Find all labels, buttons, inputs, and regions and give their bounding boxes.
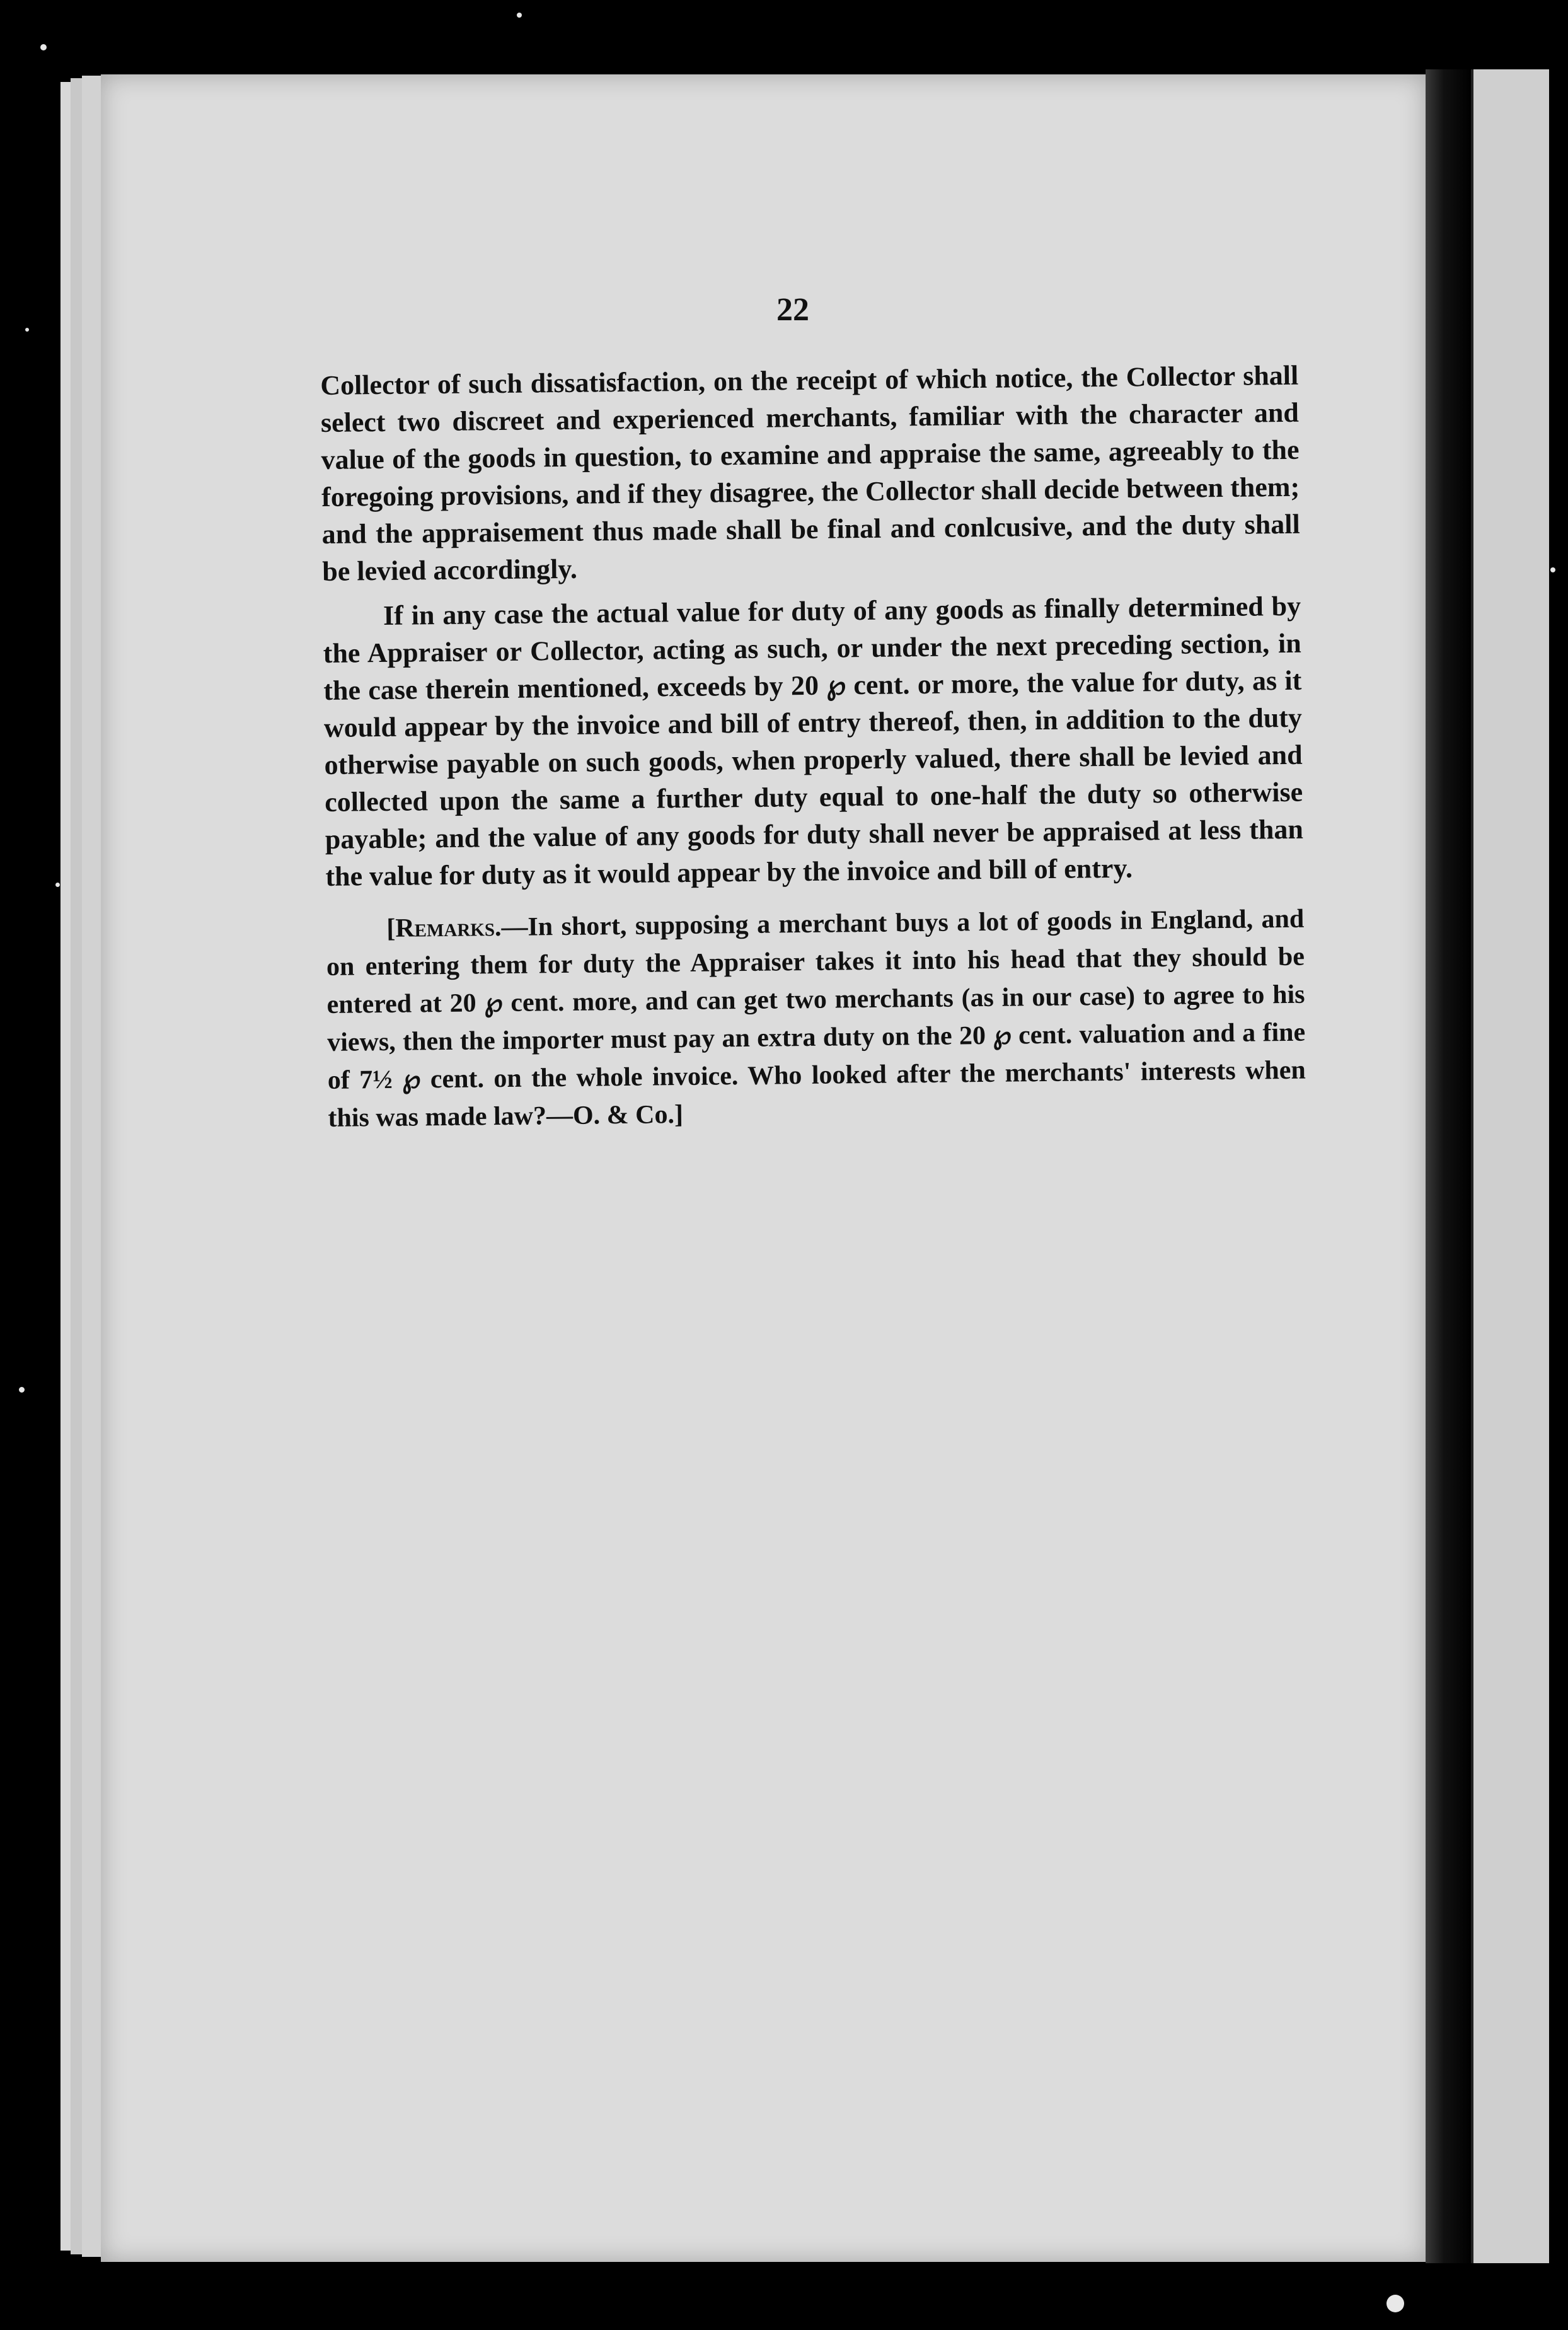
paragraph: If in any case the actual value for duty of any goods as finally determined by the Appraiser or Collector, acting as such, or under the next preceding section, in the case therein mentioned, exceeds by 20 ℘ cent. or more, the value for duty, as it would appear by the invoice and bill of entry thereof, then, in addition to the duty otherwise payable on such goods, when properly valued, there shall be levied and collected upon the same a further duty equal to one-half the duty so otherwise payable; and the value of any goods for duty shall never be appraised at less than the value for duty as it would appear by the invoice and bill of entry. [323,590,1304,892]
scan-speck [1386,2295,1404,2312]
scan-speck [55,883,60,887]
scan-speck [517,13,522,18]
paragraph: Collector of such dissatisfaction, on the receipt of which notice, the Collector shall select two discreet and experienced merchants, familiar with the character and value of the goods in question, to examine and appraise the same, agreeably to the foregoing provisions, and if they disagree, the Collector shall decide between them; and the appraisement thus made shall be final and conlcusive, and the duty shall be levied accordingly. [320,359,1300,587]
book-binding [1426,69,1471,2263]
scan-speck [1550,567,1555,572]
remarks-open-bracket: [ [386,913,396,943]
scan-speck [25,328,29,332]
remarks-text: —In short, supposing a merchant buys a lot of goods in England, and on entering them for duty the Appraiser takes it into his head that they should be entered at 20 ℘ cent. more, and can get two merchants (as in our case) to agree to his views, then the importer must pay an extra duty on the 20 ℘ cent. valuation and a fine of 7½ ℘ cent. on the whole invoice. Who looked after the merchants' interests when this was made law?—O. & Co.] [326,904,1306,1133]
remarks-paragraph [326,900,1306,1137]
facing-page-edge [1471,69,1549,2263]
page-number: 22 [776,292,809,328]
remarks-label: Remarks. [395,913,502,943]
page-text [320,357,1306,1145]
scan-speck [19,1387,25,1393]
scan-speck [40,44,47,50]
